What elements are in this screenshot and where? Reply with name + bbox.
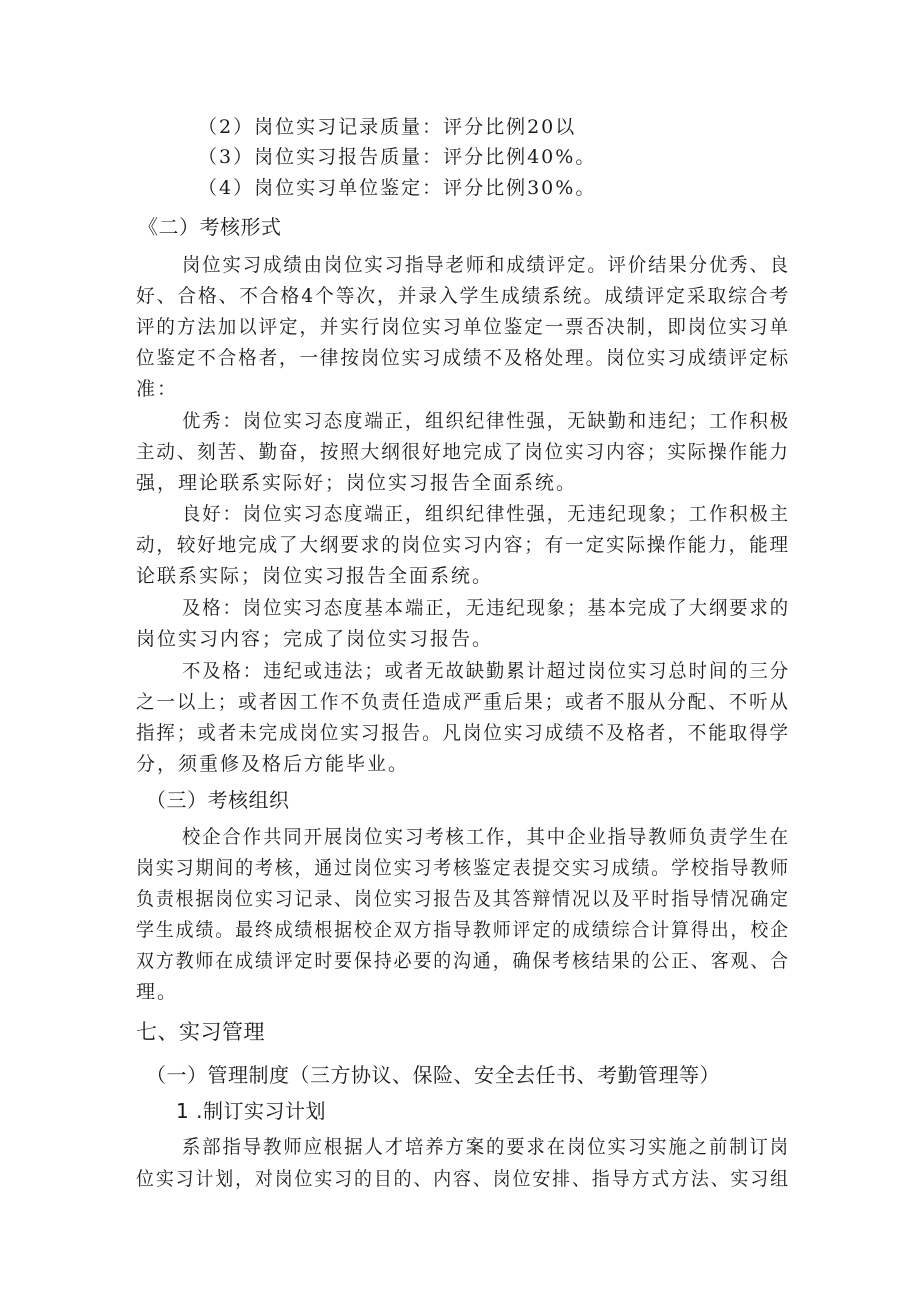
score-item-3: （3）岗位实习报告质量：评分比例40%。 [198, 146, 597, 168]
paragraph-line: 双方教师在成绩评定时要保持必要的沟通，确保考核结果的公正、客观、合 [136, 950, 790, 972]
paragraph-line: 位鉴定不合格者，一律按岗位实习成绩不及格处理。岗位实习成绩评定标 [136, 347, 791, 369]
section-heading-assessment-form: 《二）考核形式 [138, 215, 282, 239]
grade-pass-line: 及格：岗位实习态度基本端正，无违纪现象；基本完成了大纲要求的 [182, 597, 791, 619]
grade-fail-line: 不及格：违纪或违法；或者无故缺勤累计超过岗位实习总时间的三分 [182, 660, 791, 682]
score-item-2: （2）岗位实习记录质量：评分比例20以 [198, 116, 577, 138]
paragraph-line: 评的方法加以评定，并实行岗位实习单位鉴定一票否决制，即岗位实习单 [136, 316, 791, 338]
chapter-heading-internship-management: 七、实习管理 [136, 1020, 265, 1044]
paragraph-line: 岗实习期间的考核，通过岗位实习考核鉴定表提交实习成绩。学校指导教师 [136, 857, 790, 879]
paragraph-line: 岗位实习成绩由岗位实习指导老师和成绩评定。评价结果分优秀、良 [182, 254, 791, 276]
score-item-4: （4）岗位实习单位鉴定：评分比例30%。 [198, 177, 597, 199]
grade-good-line: 论联系实际；岗位实习报告全面系统。 [136, 565, 494, 587]
grade-fail-line: 之一以上；或者因工作不负责任造成严重后果；或者不服从分配、不听从 [136, 691, 791, 713]
grade-good-line: 动，较好地完成了大纲要求的岗位实习内容；有一定实际操作能力，能理 [136, 534, 791, 556]
section-heading-assessment-org: （三）考核组织 [146, 788, 290, 812]
paragraph-line: 负责根据岗位实习记录、岗位实习报告及其答辩情况以及平时指导情况确定 [136, 888, 790, 910]
paragraph-line: 校企合作共同开展岗位实习考核工作，其中企业指导教师负责学生在 [182, 826, 791, 848]
grade-excellent-line: 强，理论联系实际好；岗位实习报告全面系统。 [136, 472, 578, 494]
item-heading-internship-plan: 1 .制订实习计划 [176, 1099, 326, 1123]
grade-excellent-line: 优秀：岗位实习态度端正，组织纪律性强，无缺勤和违纪；工作积极 [182, 410, 791, 432]
subsection-heading-management-system: （一）管理制度（三方协议、保险、安全去任书、考勤管理等） [146, 1063, 720, 1087]
paragraph-line: 理。 [136, 981, 179, 1003]
paragraph-line: 位实习计划，对岗位实习的目的、内容、岗位安排、指导方式方法、实习组 [136, 1168, 790, 1190]
paragraph-line: 学生成绩。最终成绩根据校企双方指导教师评定的成绩综合计算得出，校企 [136, 919, 790, 941]
grade-pass-line: 岗位实习内容；完成了岗位实习报告。 [136, 628, 494, 650]
paragraph-line: 准： [136, 378, 179, 400]
grade-fail-line: 分，须重修及格后方能毕业。 [136, 753, 410, 775]
paragraph-line: 系部指导教师应根据人才培养方案的要求在岗位实习实施之前制订岗 [182, 1136, 791, 1158]
grade-excellent-line: 主动、刻苦、勤奋，按照大纲很好地完成了岗位实习内容；实际操作能力 [136, 441, 791, 463]
paragraph-line: 好、合格、不合格4个等次，并录入学生成绩系统。成绩评定采取综合考 [136, 285, 791, 307]
grade-good-line: 良好：岗位实习态度端正，组织纪律性强，无违纪现象；工作积极主 [182, 503, 791, 525]
grade-fail-line: 指挥；或者未完成岗位实习报告。凡岗位实习成绩不及格者，不能取得学 [136, 722, 791, 744]
